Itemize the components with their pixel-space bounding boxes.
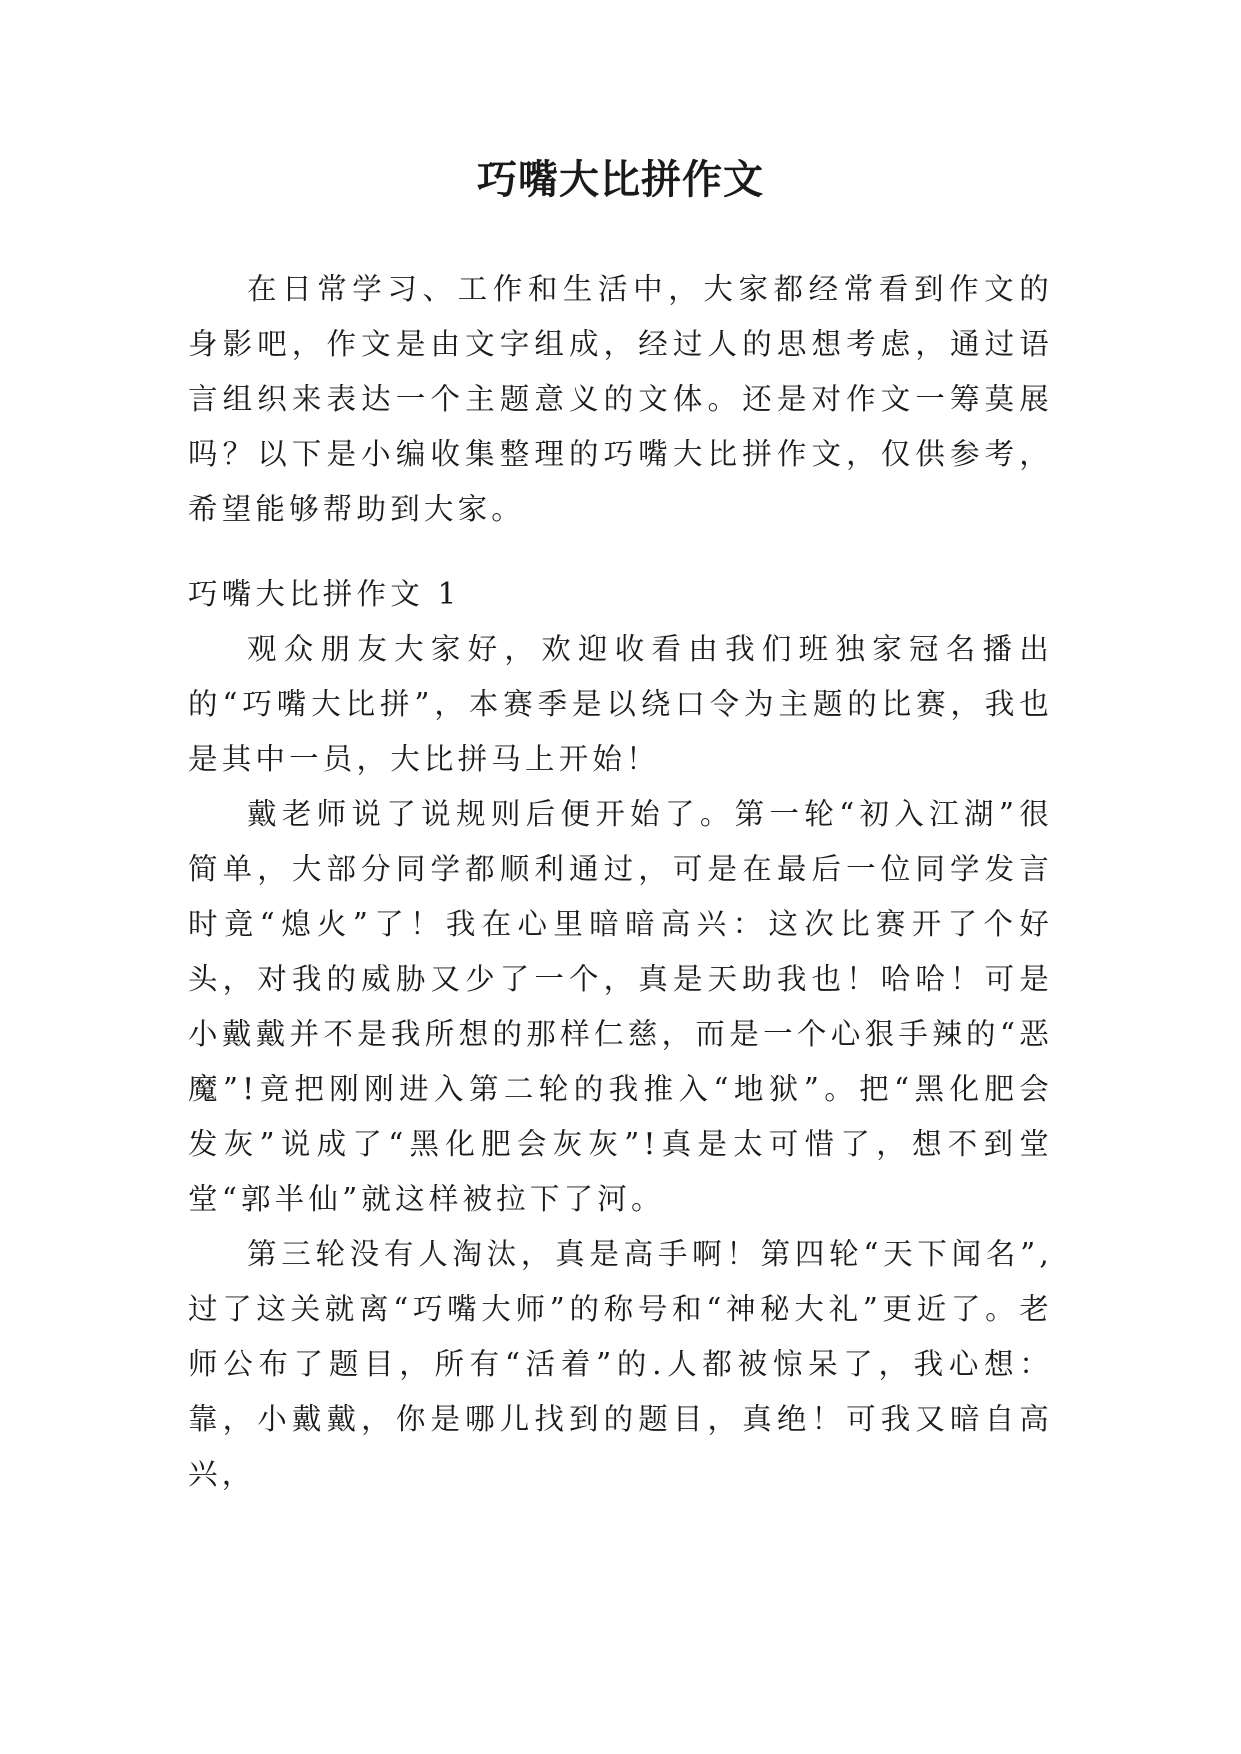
essay-paragraph: 第三轮没有人淘汰，真是高手啊！第四轮“天下闻名”,过了这关就离“巧嘴大师”的称号和“神秘大礼”更近了。老师公布了题目，所有“活着”的.人都被惊呆了，我心想：靠，小戴戴，你是哪儿找到的题目，真绝！可我又暗自高兴， [188,1237,1053,1491]
essay-paragraph: 观众朋友大家好，欢迎收看由我们班独家冠名播出的“巧嘴大比拼”，本赛季是以绕口令为主题的比赛，我也是其中一员，大比拼马上开始！ [188,632,1053,776]
document-title: 巧嘴大比拼作文 [477,156,764,203]
essay-section [188,567,1053,1502]
intro-section [188,262,1053,537]
essay-paragraph: 戴老师说了说规则后便开始了。第一轮“初入江湖”很简单，大部分同学都顺利通过，可是在最后一位同学发言时竟“熄火”了！我在心里暗暗高兴：这次比赛开了个好头，对我的威胁又少了一个，真是天助我也！哈哈！可是小戴戴并不是我所想的那样仁慈，而是一个心狠手辣的“恶魔”!竟把刚刚进入第二轮的我推入“地狱”。把“黑化肥会发灰”说成了“黑化肥会灰灰”!真是太可惜了，想不到堂堂“郭半仙”就这样被拉下了河。 [188,797,1053,1216]
section-heading: 巧嘴大比拼作文 1 [188,577,461,611]
intro-paragraph: 在日常学习、工作和生活中，大家都经常看到作文的身影吧，作文是由文字组成，经过人的思想考虑，通过语言组织来表达一个主题意义的文体。还是对作文一筹莫展吗？以下是小编收集整理的巧嘴大比拼作文，仅供参考，希望能够帮助到大家。 [188,272,1053,526]
